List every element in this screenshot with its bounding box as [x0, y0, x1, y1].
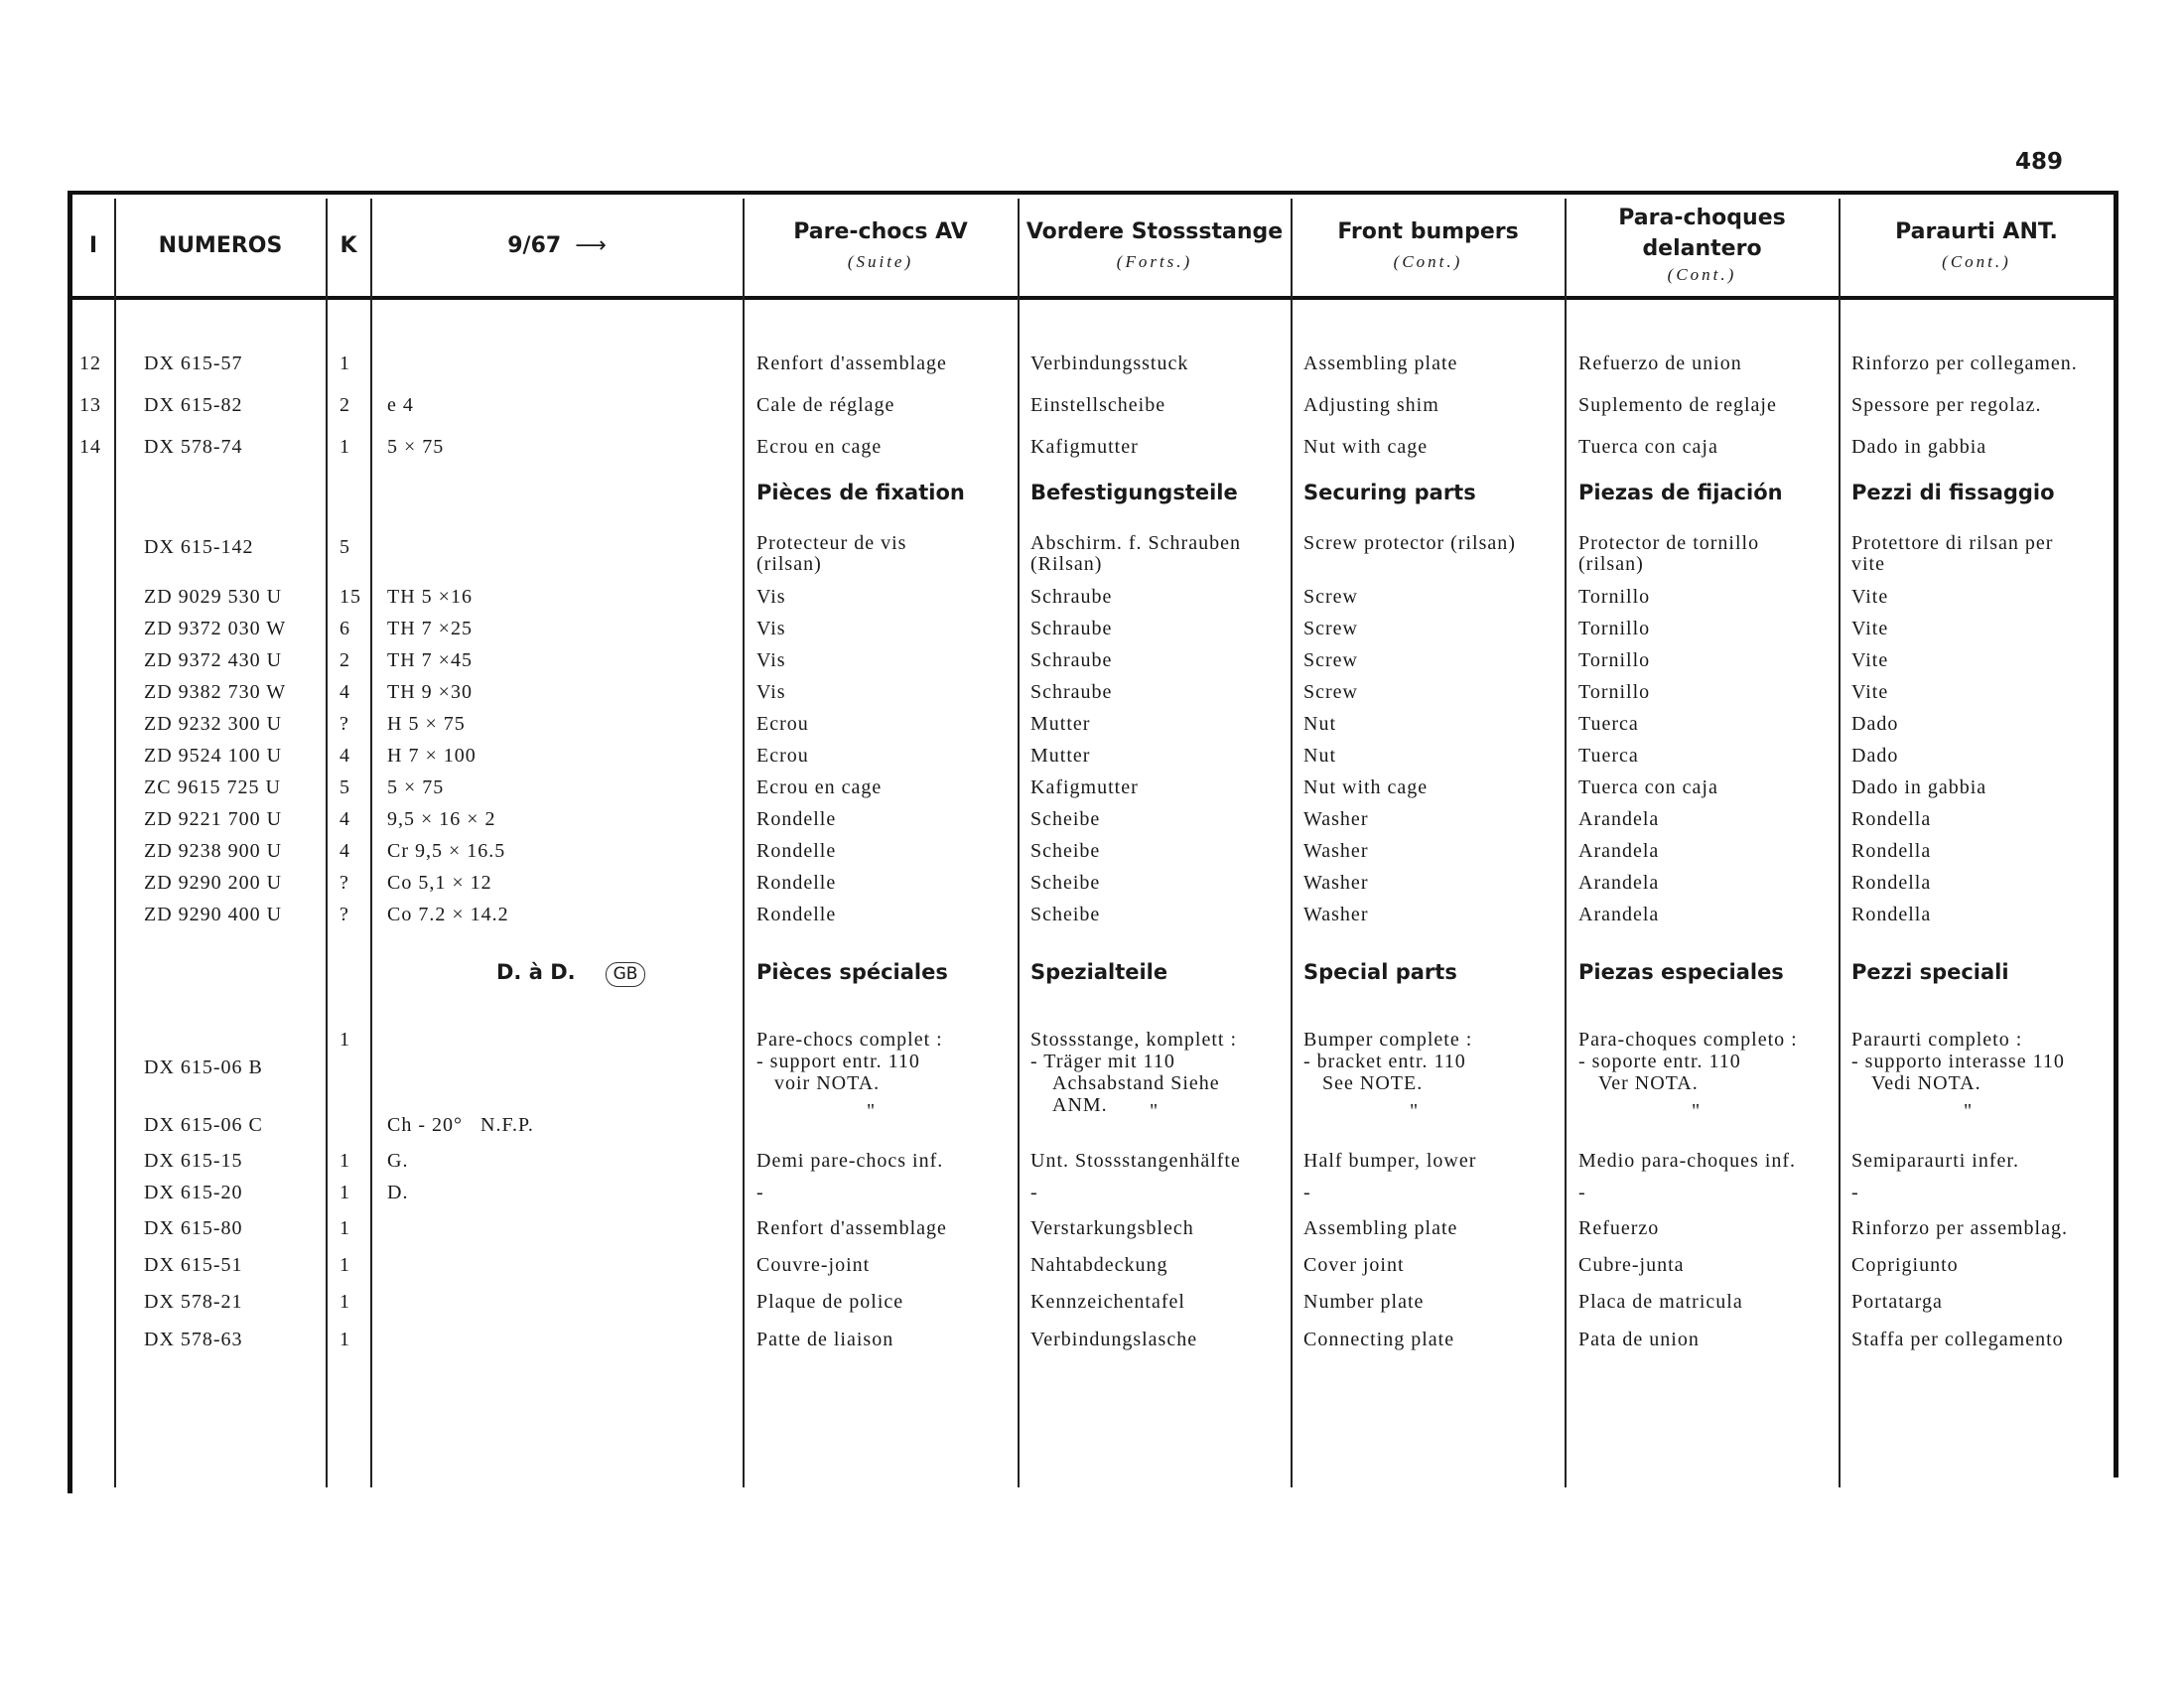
section-title-italian: Pezzi speciali: [1851, 960, 2009, 984]
desc-italian: Rondella: [1851, 872, 1932, 894]
desc-italian: Vite: [1851, 649, 1889, 671]
column-divider: [1018, 199, 1020, 1487]
desc-spanish: Suplemento de reglaje: [1578, 394, 1777, 416]
quantity: 4: [340, 840, 350, 862]
part-number: ZD 9524 100 U: [144, 745, 283, 767]
header-date-label: 9/67: [507, 232, 562, 258]
desc-italian: Vite: [1851, 618, 1889, 639]
desc-french-line-2: (rilsan): [756, 553, 822, 575]
frame-top-rule: [68, 191, 2118, 195]
desc-spanish: Tuerca: [1578, 745, 1639, 767]
desc-italian: Vite: [1851, 586, 1889, 608]
desc-french: Vis: [756, 681, 786, 703]
desc-french: -: [756, 1182, 764, 1203]
part-number: ZD 9372 430 U: [144, 649, 283, 671]
desc-german: Schraube: [1030, 586, 1113, 608]
desc-english: Screw: [1303, 618, 1358, 639]
desc-spanish: Refuerzo: [1578, 1217, 1660, 1239]
quantity: 1: [340, 1291, 350, 1313]
desc-spanish: Tornillo: [1578, 618, 1651, 639]
spec: Co 5,1 × 12: [387, 872, 492, 894]
row-index: 14: [79, 436, 101, 458]
column-divider: [114, 199, 116, 1487]
quantity: 1: [340, 1150, 350, 1172]
part-number: ZD 9372 030 W: [144, 618, 287, 639]
part-number: ZD 9232 300 U: [144, 713, 283, 735]
desc-italian: Rondella: [1851, 904, 1932, 925]
desc-german: Kennzeichentafel: [1030, 1291, 1185, 1313]
column-divider: [1565, 199, 1567, 1487]
desc-italian: Portatarga: [1851, 1291, 1943, 1313]
quantity: ?: [340, 872, 349, 894]
desc-french: Ecrou en cage: [756, 436, 883, 458]
quantity: 5: [340, 776, 350, 798]
row-index: 12: [79, 352, 101, 374]
desc-spanish: Refuerzo de union: [1578, 352, 1742, 374]
desc-french: Patte de liaison: [756, 1329, 894, 1350]
desc-german: Scheibe: [1030, 840, 1101, 862]
desc-spanish: Arandela: [1578, 808, 1660, 830]
desc-english: Screw: [1303, 586, 1358, 608]
desc-spanish: Tuerca con caja: [1578, 776, 1718, 798]
header-date: [373, 197, 741, 294]
desc-spanish: Tornillo: [1578, 681, 1651, 703]
desc-english: Adjusting shim: [1303, 394, 1439, 416]
desc-italian: Dado: [1851, 713, 1899, 735]
desc-english: Cover joint: [1303, 1254, 1405, 1276]
row-index: 13: [79, 394, 101, 416]
drive-side-label: [496, 961, 645, 987]
quantity: 5: [340, 536, 350, 558]
column-divider: [1839, 199, 1841, 1487]
header-french: [746, 197, 1016, 294]
part-number: ZD 9290 400 U: [144, 904, 283, 925]
desc-english: Nut: [1303, 745, 1336, 767]
section-title-english: Special parts: [1303, 960, 1457, 984]
desc-spanish: Tuerca con caja: [1578, 436, 1718, 458]
desc-italian-line-2: - supporto interasse 110: [1851, 1051, 2065, 1072]
part-number: ZD 9238 900 U: [144, 840, 283, 862]
quantity: 1: [340, 1217, 350, 1239]
section-title-italian: Pezzi di fissaggio: [1851, 481, 2055, 504]
desc-spanish: Pata de union: [1578, 1329, 1700, 1350]
header-english-sub: (Cont.): [1393, 251, 1463, 271]
drive-side-text: D. à D.: [496, 960, 576, 984]
quantity: 1: [340, 436, 350, 458]
header-spanish-title-2: delantero: [1642, 236, 1762, 261]
desc-spanish: Tuerca: [1578, 713, 1639, 735]
desc-english: -: [1303, 1182, 1311, 1203]
desc-italian: Rondella: [1851, 840, 1932, 862]
desc-french: Renfort d'assemblage: [756, 352, 947, 374]
header-english: [1294, 197, 1563, 294]
spec: Co 7.2 × 14.2: [387, 904, 509, 925]
desc-spanish: Arandela: [1578, 840, 1660, 862]
desc-english: Washer: [1303, 904, 1369, 925]
part-number: ZD 9382 730 W: [144, 681, 287, 703]
part-number: DX 615-57: [144, 352, 243, 374]
desc-italian: Rinforzo per assemblag.: [1851, 1217, 2068, 1239]
page-number: 489: [2015, 149, 2064, 175]
section-title-spanish: Piezas especiales: [1578, 960, 1784, 984]
desc-german: Kafigmutter: [1030, 436, 1139, 458]
quantity: 15: [340, 586, 361, 608]
ditto-spanish: ": [1692, 1100, 1702, 1122]
desc-french: Vis: [756, 586, 786, 608]
header-italian-title: Paraurti ANT.: [1895, 218, 2058, 244]
column-divider: [326, 199, 328, 1487]
quantity: 1: [340, 352, 350, 374]
desc-italian: Rinforzo per collegamen.: [1851, 352, 2078, 374]
desc-english: Connecting plate: [1303, 1329, 1455, 1350]
spec: H 7 × 100: [387, 745, 477, 767]
desc-italian: Dado in gabbia: [1851, 436, 1987, 458]
frame-left-rule: [68, 191, 72, 1493]
quantity: 2: [340, 394, 350, 416]
quantity: 4: [340, 745, 350, 767]
desc-english: Nut with cage: [1303, 776, 1429, 798]
desc-german: Abschirm. f. Schrauben: [1030, 532, 1241, 554]
desc-italian: Protettore di rilsan per: [1851, 532, 2054, 554]
desc-italian: Staffa per collegamento: [1851, 1329, 2064, 1350]
quantity: 1: [340, 1182, 350, 1203]
desc-english: Screw protector (rilsan): [1303, 532, 1516, 554]
quantity: ?: [340, 904, 349, 925]
desc-german: Scheibe: [1030, 872, 1101, 894]
header-german: [1021, 197, 1289, 294]
desc-english: Nut with cage: [1303, 436, 1429, 458]
desc-italian: Spessore per regolaz.: [1851, 394, 2042, 416]
spec: Ch - 20° N.F.P.: [387, 1114, 534, 1136]
desc-french: Renfort d'assemblage: [756, 1217, 947, 1239]
part-number: DX 615-06 C: [144, 1114, 263, 1136]
column-divider: [743, 199, 745, 1487]
section-title-french: Pièces spéciales: [756, 960, 948, 984]
desc-french: Vis: [756, 618, 786, 639]
ditto-french: ": [867, 1100, 877, 1122]
desc-french: Rondelle: [756, 808, 837, 830]
header-bottom-rule: [68, 296, 2118, 300]
spec: TH 9 ×30: [387, 681, 473, 703]
desc-german: Schraube: [1030, 681, 1113, 703]
header-italian: [1842, 197, 2112, 294]
desc-german-line-2: (Rilsan): [1030, 553, 1103, 575]
desc-spanish-line-3: Ver NOTA.: [1598, 1072, 1699, 1094]
desc-french: Demi pare-chocs inf.: [756, 1150, 944, 1172]
desc-italian-line-2: vite: [1851, 553, 1885, 575]
spec: Cr 9,5 × 16.5: [387, 840, 506, 862]
ditto-german: ": [1150, 1100, 1160, 1122]
desc-german: -: [1030, 1182, 1038, 1203]
desc-german: Verbindungsstuck: [1030, 352, 1189, 374]
part-number: DX 615-15: [144, 1150, 243, 1172]
part-number: DX 615-82: [144, 394, 243, 416]
desc-french-line-2: - support entr. 110: [756, 1051, 920, 1072]
section-title-german: Spezialteile: [1030, 960, 1168, 984]
desc-english-line-2: - bracket entr. 110: [1303, 1051, 1466, 1072]
spec: e 4: [387, 394, 414, 416]
desc-english: Number plate: [1303, 1291, 1425, 1313]
header-german-sub: (Forts.): [1116, 251, 1193, 271]
desc-german: Mutter: [1030, 713, 1091, 735]
quantity: 1: [340, 1254, 350, 1276]
desc-german: Schraube: [1030, 649, 1113, 671]
section-title-english: Securing parts: [1303, 481, 1476, 504]
desc-english: Washer: [1303, 808, 1369, 830]
desc-german-line-3: Achsabstand Siehe: [1052, 1072, 1220, 1094]
ditto-english: ": [1410, 1100, 1420, 1122]
desc-french: Protecteur de vis: [756, 532, 907, 554]
desc-spanish-line-2: (rilsan): [1578, 553, 1644, 575]
header-italian-sub: (Cont.): [1942, 251, 2011, 271]
desc-german: Kafigmutter: [1030, 776, 1139, 798]
desc-italian: Dado in gabbia: [1851, 776, 1987, 798]
spec: H 5 × 75: [387, 713, 466, 735]
header-german-title: Vordere Stossstange: [1025, 218, 1284, 244]
desc-german: Stossstange, komplett :: [1030, 1029, 1237, 1051]
desc-french-line-3: voir NOTA.: [774, 1072, 881, 1094]
part-number: DX 615-142: [144, 536, 254, 558]
header-english-title: Front bumpers: [1337, 218, 1519, 244]
desc-spanish: Tornillo: [1578, 586, 1651, 608]
desc-english: Nut: [1303, 713, 1336, 735]
quantity: 2: [340, 649, 350, 671]
section-title-french: Pièces de fixation: [756, 481, 965, 504]
desc-spanish: Para-choques completo :: [1578, 1029, 1798, 1051]
desc-english: Assembling plate: [1303, 352, 1458, 374]
header-spanish: [1568, 197, 1837, 294]
desc-italian-line-3: Vedi NOTA.: [1871, 1072, 1981, 1094]
spec: 5 × 75: [387, 776, 445, 798]
column-divider: [1291, 199, 1293, 1487]
desc-spanish: Protector de tornillo: [1578, 532, 1760, 554]
desc-french: Plaque de police: [756, 1291, 904, 1313]
part-number: DX 615-80: [144, 1217, 243, 1239]
spec: TH 7 ×25: [387, 618, 473, 639]
desc-french: Cale de réglage: [756, 394, 895, 416]
part-number: ZD 9221 700 U: [144, 808, 283, 830]
section-title-german: Befestigungsteile: [1030, 481, 1238, 504]
header-french-sub: (Suite): [847, 251, 914, 271]
part-number: ZD 9290 200 U: [144, 872, 283, 894]
header-spanish-title-1: Para-choques: [1618, 206, 1786, 230]
arrow-right-icon: ⟶: [575, 232, 607, 258]
header-index: I: [88, 232, 98, 258]
desc-german: Mutter: [1030, 745, 1091, 767]
desc-english-line-3: See NOTE.: [1322, 1072, 1424, 1094]
part-number: DX 615-20: [144, 1182, 243, 1203]
desc-german: Scheibe: [1030, 808, 1101, 830]
section-title-spanish: Piezas de fijación: [1578, 481, 1783, 504]
header-spanish-sub: (Cont.): [1667, 265, 1737, 284]
desc-spanish-line-2: - soporte entr. 110: [1578, 1051, 1741, 1072]
part-number: ZD 9029 530 U: [144, 586, 283, 608]
desc-spanish: Placa de matricula: [1578, 1291, 1743, 1313]
part-number: DX 578-63: [144, 1329, 243, 1350]
desc-german: Einstellscheibe: [1030, 394, 1166, 416]
desc-german: Verstarkungsblech: [1030, 1217, 1194, 1239]
frame-right-rule: [2114, 191, 2118, 1477]
desc-french: Rondelle: [756, 904, 837, 925]
desc-english: Washer: [1303, 840, 1369, 862]
desc-french: Ecrou: [756, 745, 809, 767]
desc-spanish: Arandela: [1578, 904, 1660, 925]
desc-italian: -: [1851, 1182, 1859, 1203]
desc-english: Washer: [1303, 872, 1369, 894]
desc-english: Assembling plate: [1303, 1217, 1458, 1239]
desc-spanish: Tornillo: [1578, 649, 1651, 671]
desc-german: Unt. Stossstangenhälfte: [1030, 1150, 1241, 1172]
desc-german: Nahtabdeckung: [1030, 1254, 1168, 1276]
desc-english: Bumper complete :: [1303, 1029, 1473, 1051]
desc-french: Ecrou: [756, 713, 809, 735]
quantity: 1: [340, 1329, 350, 1350]
part-number: DX 578-21: [144, 1291, 243, 1313]
desc-german: Scheibe: [1030, 904, 1101, 925]
desc-german: Verbindungslasche: [1030, 1329, 1198, 1350]
desc-italian: Dado: [1851, 745, 1899, 767]
header-k: K: [340, 232, 357, 258]
desc-english: Half bumper, lower: [1303, 1150, 1477, 1172]
header-numeros: NUMEROS: [158, 232, 283, 258]
header-french-title: Pare-chocs AV: [793, 218, 968, 244]
spec: TH 7 ×45: [387, 649, 473, 671]
desc-english: Screw: [1303, 649, 1358, 671]
desc-german: Schraube: [1030, 618, 1113, 639]
desc-spanish: Arandela: [1578, 872, 1660, 894]
desc-french: Rondelle: [756, 872, 837, 894]
quantity: 6: [340, 618, 350, 639]
desc-french: Couvre-joint: [756, 1254, 871, 1276]
desc-italian: Coprigiunto: [1851, 1254, 1959, 1276]
gb-badge: GB: [606, 962, 646, 987]
desc-italian: Paraurti completo :: [1851, 1029, 2023, 1051]
desc-german-line-2: - Träger mit 110: [1030, 1051, 1175, 1072]
desc-spanish: -: [1578, 1182, 1586, 1203]
column-divider: [370, 199, 372, 1487]
desc-italian: Rondella: [1851, 808, 1932, 830]
desc-spanish: Medio para-choques inf.: [1578, 1150, 1797, 1172]
desc-spanish: Cubre-junta: [1578, 1254, 1685, 1276]
quantity: 4: [340, 808, 350, 830]
desc-french: Ecrou en cage: [756, 776, 883, 798]
part-number: DX 615-51: [144, 1254, 243, 1276]
desc-english: Screw: [1303, 681, 1358, 703]
spec: G.: [387, 1150, 409, 1172]
desc-french: Vis: [756, 649, 786, 671]
desc-german-line-4: ANM.: [1052, 1094, 1108, 1116]
desc-italian: Vite: [1851, 681, 1889, 703]
spec: TH 5 ×16: [387, 586, 473, 608]
quantity: 4: [340, 681, 350, 703]
part-number: ZC 9615 725 U: [144, 776, 281, 798]
quantity: 1: [340, 1029, 350, 1051]
spec: 9,5 × 16 × 2: [387, 808, 496, 830]
part-number: DX 615-06 B: [144, 1056, 263, 1078]
part-number: DX 578-74: [144, 436, 243, 458]
quantity: ?: [340, 713, 349, 735]
desc-italian: Semiparaurti infer.: [1851, 1150, 2019, 1172]
spec: D.: [387, 1182, 409, 1203]
desc-french: Pare-chocs complet :: [756, 1029, 943, 1051]
ditto-italian: ": [1964, 1100, 1974, 1122]
desc-french: Rondelle: [756, 840, 837, 862]
spec: 5 × 75: [387, 436, 445, 458]
